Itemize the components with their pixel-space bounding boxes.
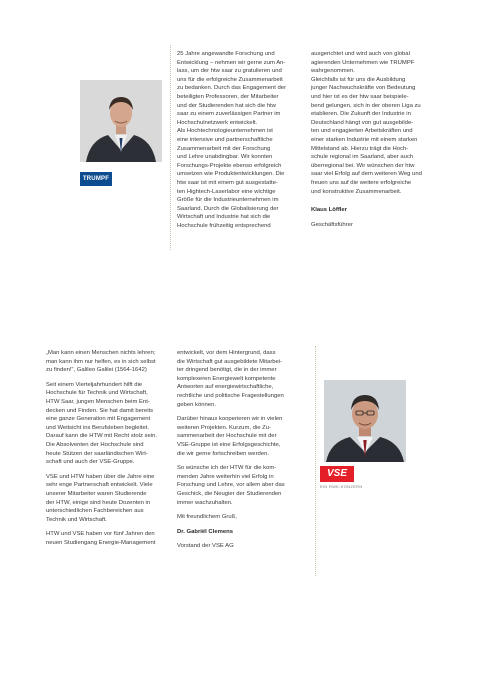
text-line: umsetzen wie Produktentwicklungen. Die: [177, 171, 285, 178]
text-line: Hochschulnetzwerk entwickelt.: [177, 119, 258, 126]
text-line: HTW und VSE haben vor fünf Jahren den: [46, 531, 155, 538]
text-line: die wir gerne fortschreiben werden.: [177, 450, 270, 457]
text-line: schule regional im Saarland, aber auch: [311, 154, 414, 161]
text-line: zu bedanken. Durch das Engagement der: [177, 85, 287, 92]
paragraph: [177, 513, 312, 522]
letter-column-2-text: [311, 50, 451, 196]
text-line: 25 Jahre angewandte Forschung und: [177, 51, 275, 57]
text-line: etablieren. Die Zukunft der Industrie in: [311, 111, 411, 118]
text-line: einer starken Industrie mit einem starken: [311, 136, 418, 143]
text-line: lass, um der htw saar zu gratulieren und: [177, 68, 282, 75]
text-line: und hier ist es der htw saar beispiele-: [311, 93, 409, 100]
portrait-photo-klaus-loeffler: [80, 80, 162, 162]
text-line: ten und engagierten Arbeitskräften und: [311, 128, 413, 135]
letter-column-1: [177, 50, 307, 230]
text-line: unterschiedlichen Fachbereichen aus: [46, 508, 144, 515]
rwe-group-tagline: EIN RWE-KONZERN: [320, 484, 363, 489]
text-line: man kann ihm nur helfen, es in sich selbst: [46, 358, 156, 365]
text-line: junger Nachwuchskräfte von Bedeutung: [311, 85, 416, 92]
paragraph: [177, 349, 312, 409]
text-line: htw saar ist mit einem gut ausgestatte-: [177, 179, 278, 186]
text-line: wahrgenommen.: [311, 68, 355, 75]
text-line: zu finden!“, Galileo Galilei (1564-1642): [46, 367, 147, 374]
paragraph: [177, 464, 312, 507]
text-line: und konstruktive Zusammenarbeit.: [311, 188, 402, 195]
text-line: Hochschule für Technik und Wirtschaft,: [46, 390, 148, 397]
text-line: uns für die erfolgreiche Zusammenarbeit: [177, 76, 283, 83]
paragraph: [46, 381, 172, 467]
text-line: menden Jahre weiterhin viel Erfolg in: [177, 473, 274, 480]
text-line: die Wirtschaft gut ausgebildete Mitarbei-: [177, 358, 283, 365]
text-line: decken und Finden. Sie hat damit bereits: [46, 407, 154, 414]
text-line: saar viel Erfolg auf dem weiteren Weg und: [311, 171, 422, 178]
text-line: Forschung und Lehre, vor allem aber das: [177, 482, 285, 489]
paragraph: [46, 473, 172, 525]
paragraph: [46, 530, 172, 547]
text-line: Zusammenarbeit mit der Forschung: [177, 145, 271, 152]
portrait-photo-gabriel-clemens: [324, 380, 406, 462]
text-line: Geschick, die Neugier der Studierenden: [177, 490, 282, 497]
text-line: Darüber hinaus kooperieren wir in vielen: [177, 416, 283, 423]
text-line: und der Studierenden hat sich die htw: [177, 102, 276, 109]
vse-logo: VSE: [320, 466, 354, 482]
text-line: schaft und auch der VSE-Gruppe.: [46, 459, 135, 466]
text-line: beteiligten Professoren, der Mitarbeiter: [177, 93, 279, 100]
text-line: überregional bei. Wir wünschen der htw: [311, 162, 415, 169]
text-line: immer wachzuhalten.: [177, 499, 233, 506]
text-line: der HTW, einige sind heute Dozenten in: [46, 499, 151, 506]
text-line: Als Hochtechnologieunternehmen ist: [177, 128, 273, 135]
signature-name: Klaus Löffler: [311, 207, 348, 214]
signature-role: Geschäftsführer: [311, 221, 353, 228]
text-line: Antworten auf energiewirtschaftliche,: [177, 384, 274, 391]
text-line: So wünsche ich der HTW für die kom-: [177, 465, 277, 472]
text-line: und Weitsicht ins Berufsleben begleitet.: [46, 424, 150, 431]
trumpf-logo: TRUMPF: [80, 172, 112, 186]
text-line: komplexeren Energiewelt kompetente: [177, 375, 276, 382]
text-line: ausgerichtet und wird auch von global: [311, 51, 410, 57]
text-line: und Lehre unabdingbar. Wir konnten: [177, 154, 273, 161]
text-line: agierenden Unternehmen wie TRUMPF: [311, 59, 415, 66]
letter-column-4: [177, 349, 312, 557]
text-line: VSE-Gruppe ist eine Erfolgsgeschichte,: [177, 441, 281, 448]
text-line: HTW Saar, jungen Menschen beim Ent-: [46, 398, 150, 405]
text-line: „Man kann einen Menschen nichts lehren;: [46, 350, 156, 356]
text-line: Technik und Wirtschaft.: [46, 516, 107, 523]
text-line: ter dringend benötigt, die in der immer: [177, 367, 277, 374]
text-line: Entwicklung – nehmen wir gerne zum An-: [177, 59, 286, 66]
text-line: Deutschland hängt von gut ausgebilde-: [311, 119, 414, 126]
divider-line-top: [170, 45, 171, 250]
text-line: entwickelt, vor dem Hintergrund, dass: [177, 350, 276, 356]
letter-column-4-text: [177, 349, 312, 522]
text-line: VSE und HTW haben über die Jahre eine: [46, 473, 155, 480]
text-line: Gleichfalls ist für uns die Ausbildung: [311, 76, 406, 83]
text-line: weiteren Projekten. Kurzum, die Zu-: [177, 424, 271, 431]
divider-line-bottom: [315, 346, 316, 576]
text-line: Hochschule frühzeitig entsprechend: [177, 222, 271, 229]
signature-name-clemens: Dr. Gabriël Clemens: [177, 528, 233, 535]
letter-column-3: [46, 349, 172, 553]
letter-column-2: [311, 50, 451, 235]
text-line: sammenarbeit der Hochschule mit der: [177, 433, 277, 440]
text-line: Seit einem Vierteljahrhundert hilft die: [46, 381, 143, 388]
text-line: unserer Mitarbeiter waren Studierende: [46, 490, 147, 497]
paragraph: [177, 415, 312, 458]
text-line: Wirtschaft und Industrie hat sich die: [177, 214, 271, 221]
text-line: ten Hightech-Laserlabor eine wichtige: [177, 188, 276, 195]
text-line: Mittelstand ab. Hierzu trägt die Hoch-: [311, 145, 409, 152]
text-line: bend gelungen, sich in der oberen Liga zu: [311, 102, 421, 109]
text-line: freuen uns auf die weitere erfolgreiche: [311, 179, 412, 186]
text-line: geben können.: [177, 401, 216, 408]
text-line: saar zu einem zuverlässigen Partner im: [177, 111, 281, 118]
text-line: Forschungs-Projekte ebenso erfolgreich: [177, 162, 282, 169]
text-line: Mit freundlichem Gruß,: [177, 514, 237, 521]
text-line: Die Absolventen der Hochschule sind: [46, 441, 144, 448]
text-line: eine intensive und partnerschaftliche: [177, 136, 273, 143]
text-line: Größe für die Industrieunternehmen im: [177, 197, 279, 204]
text-line: Saarland. Durch die Globalisierung der: [177, 205, 279, 212]
text-line: rechtliche und politische Fragestellungen: [177, 392, 284, 399]
text-line: neuen Studiengang Energie-Management: [46, 539, 156, 546]
text-line: eine ganze Generation mit Engagement: [46, 416, 151, 423]
text-line: Darauf kann die HTW mit Recht stolz sein.: [46, 433, 157, 440]
signature-role-clemens: Vorstand der VSE AG: [177, 543, 234, 550]
text-line: sehr enge Partnerschaft entwickelt. Viele: [46, 482, 153, 489]
paragraph: [46, 349, 172, 375]
text-line: heute Stützen der saarländischen Wirt-: [46, 450, 148, 457]
